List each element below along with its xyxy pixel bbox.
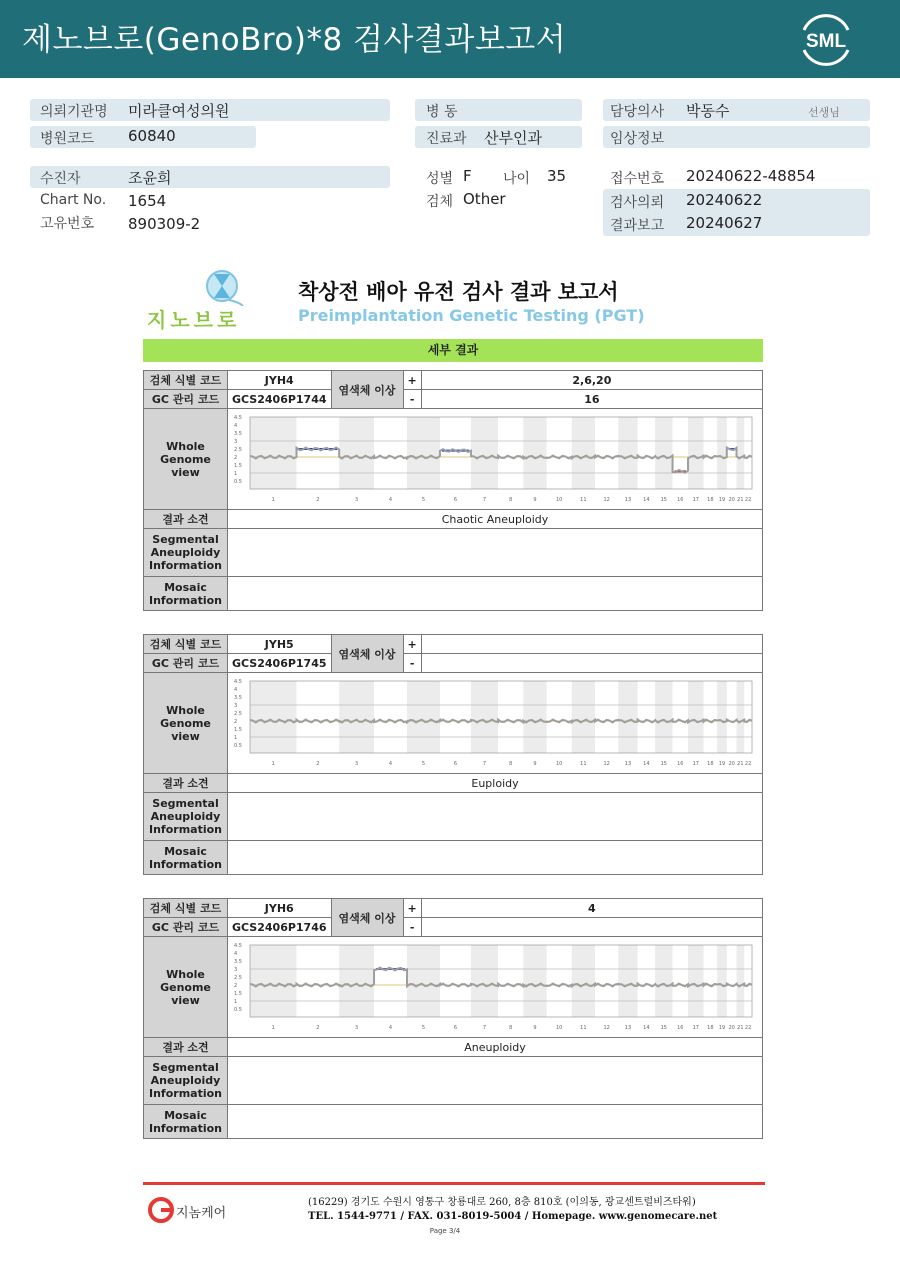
x-tick-label: 9 (533, 1024, 537, 1031)
x-tick-label: 15 (660, 496, 667, 503)
chromosome-band (717, 945, 727, 1017)
chromosome-band (250, 945, 297, 1017)
gc-code-value: GCS2406P1744 (228, 390, 332, 409)
y-tick-label: 3 (234, 438, 238, 445)
gc-code-value: GCS2406P1746 (228, 918, 332, 937)
sample-id-value: JYH5 (228, 635, 332, 654)
y-tick-label: 2 (234, 454, 238, 461)
chromosome-band (407, 681, 440, 753)
chromosome-band (572, 681, 595, 753)
copy-number-trace (250, 967, 752, 986)
x-tick-label: 4 (388, 760, 393, 767)
chromosome-band (339, 945, 374, 1017)
mosaic-value (228, 1105, 763, 1139)
x-tick-label: 12 (603, 1024, 610, 1031)
sample-id-label: 검체 식별 코드 (144, 635, 228, 654)
sample-id-value: JYH6 (228, 899, 332, 918)
department-label: 진료과 (426, 131, 467, 147)
y-tick-label: 4 (234, 422, 238, 429)
y-tick-label: 4 (234, 686, 238, 693)
gain-sign: + (403, 899, 421, 918)
genome-chart-cell (228, 409, 763, 510)
chromosome-band (523, 681, 546, 753)
report-date-value: 20240627 (686, 214, 763, 232)
x-tick-label: 16 (677, 1024, 684, 1031)
y-tick-label: 2.5 (234, 974, 242, 981)
chromosome-band (523, 945, 546, 1017)
y-tick-label: 3 (234, 702, 238, 709)
x-tick-label: 13 (624, 496, 632, 503)
x-tick-label: 9 (533, 496, 537, 503)
report-title-en: Preimplantation Genetic Testing (PGT) (298, 306, 645, 325)
y-tick-label: 1.5 (234, 990, 242, 997)
x-tick-label: 1 (271, 760, 275, 767)
report-title-ko: 착상전 배아 유전 검사 결과 보고서 (298, 280, 619, 304)
segmental-label: Segmental Aneuploidy Information (144, 529, 228, 577)
chromosome-band (407, 945, 440, 1017)
sml-logo-text: SML (805, 31, 847, 52)
y-tick-label: 1.5 (234, 726, 242, 733)
chromosome-band (407, 417, 440, 489)
genome-chart-cell (228, 937, 763, 1038)
y-tick-label: 1 (234, 734, 238, 741)
id-value: 890309-2 (128, 215, 201, 233)
x-tick-label: 3 (355, 496, 359, 503)
y-tick-label: 3 (234, 966, 238, 973)
x-tick-label: 7 (482, 760, 487, 767)
id-label: 고유번호 (40, 216, 95, 232)
gc-code-label: GC 관리 코드 (144, 390, 228, 409)
chromosome-band (572, 417, 595, 489)
y-tick-label: 1.5 (234, 462, 242, 469)
x-tick-label: 21 (737, 1024, 744, 1031)
report-heading (143, 266, 763, 332)
x-tick-label: 17 (692, 1024, 699, 1031)
x-tick-label: 16 (677, 760, 684, 767)
y-tick-label: 1 (234, 470, 238, 477)
chromosome-band (250, 681, 297, 753)
x-tick-label: 12 (603, 496, 610, 503)
sample-table (143, 634, 763, 875)
specimen-label: 검체 (426, 194, 454, 210)
chromosome-band (688, 417, 704, 489)
x-tick-label: 11 (580, 496, 587, 503)
institution-value: 미라클여성의원 (128, 102, 230, 120)
x-tick-label: 20 (728, 760, 735, 767)
genome-view-label: Whole Genome view (144, 673, 228, 774)
segmental-label: Segmental Aneuploidy Information (144, 793, 228, 841)
chromosome-band (736, 681, 744, 753)
x-tick-label: 8 (509, 496, 513, 503)
x-tick-label: 19 (718, 496, 726, 503)
chromosome-band (471, 681, 498, 753)
segmental-value (228, 529, 763, 577)
hospital-code-value: 60840 (128, 127, 176, 145)
ward-label: 병 동 (426, 104, 458, 120)
abnormality-label: 염색체 이상 (331, 371, 403, 409)
x-tick-label: 13 (624, 1024, 632, 1031)
footer-contact: TEL. 1544-9771 / FAX. 031-8019-5004 / Homepage. www.genomecare.net (308, 1211, 718, 1222)
y-tick-label: 0.5 (234, 742, 242, 749)
page-title: 제노브로(GenoBro)*8 검사결과보고서 (22, 22, 567, 58)
loss-value (421, 918, 762, 937)
brand-logo-text: 지노브로 (147, 308, 241, 332)
abnormality-label: 염색체 이상 (331, 635, 403, 673)
x-tick-label: 5 (421, 1024, 426, 1031)
loss-sign: - (403, 654, 421, 673)
clinical-label: 임상정보 (610, 131, 665, 147)
x-tick-label: 20 (728, 1024, 735, 1031)
chromosome-band (736, 945, 744, 1017)
x-tick-label: 7 (482, 1024, 487, 1031)
gain-sign: + (403, 635, 421, 654)
x-tick-label: 2 (316, 760, 320, 767)
chromosome-band (523, 417, 546, 489)
chromosome-band (618, 945, 637, 1017)
result-value: Chaotic Aneuploidy (228, 510, 763, 529)
copy-number-trace (250, 719, 752, 722)
sample-table (143, 370, 763, 611)
x-tick-label: 6 (453, 1024, 458, 1031)
x-tick-label: 18 (707, 496, 714, 503)
chart-frame (250, 417, 752, 489)
chromosome-band (471, 945, 498, 1017)
x-tick-label: 14 (643, 760, 650, 767)
chart-value: 1654 (128, 192, 167, 210)
x-tick-label: 7 (482, 496, 487, 503)
sample-id-label: 검체 식별 코드 (144, 371, 228, 390)
footer-divider (143, 1182, 765, 1185)
chromosome-band (655, 681, 672, 753)
x-tick-label: 1 (271, 1024, 275, 1031)
y-tick-label: 4 (234, 950, 238, 957)
mosaic-label: Mosaic Information (144, 841, 228, 875)
y-tick-label: 3.5 (234, 694, 242, 701)
footer-address: (16229) 경기도 수원시 영통구 창룡대로 260, 8층 810호 (이의동, 광교센트럴비즈타워) (308, 1197, 696, 1208)
result-label: 결과 소견 (144, 1038, 228, 1057)
result-label: 결과 소견 (144, 774, 228, 793)
sml-logo (796, 12, 856, 66)
gc-code-value: GCS2406P1745 (228, 654, 332, 673)
x-tick-label: 9 (533, 760, 537, 767)
gain-value (421, 635, 762, 654)
x-tick-label: 14 (643, 496, 650, 503)
x-tick-label: 10 (555, 1024, 563, 1031)
mosaic-value (228, 577, 763, 611)
x-tick-label: 4 (388, 496, 393, 503)
genome-chart (232, 675, 758, 769)
gc-code-label: GC 관리 코드 (144, 918, 228, 937)
genome-chart (232, 411, 758, 505)
x-tick-label: 19 (718, 760, 726, 767)
chromosome-band (618, 681, 637, 753)
x-tick-label: 2 (316, 1024, 320, 1031)
chromosome-band (339, 681, 374, 753)
result-label: 결과 소견 (144, 510, 228, 529)
x-tick-label: 17 (692, 496, 699, 503)
report-header (0, 0, 900, 78)
sex-label: 성별 (426, 171, 454, 187)
hospital-code-label: 병원코드 (40, 131, 95, 147)
loss-value: 16 (421, 390, 762, 409)
gain-value: 2,6,20 (421, 371, 762, 390)
specimen-value: Other (463, 190, 506, 208)
x-tick-label: 15 (660, 1024, 667, 1031)
chromosome-band (655, 417, 672, 489)
x-tick-label: 6 (453, 760, 458, 767)
dna-hourglass-icon (199, 266, 245, 306)
y-tick-label: 3.5 (234, 430, 242, 437)
mosaic-value (228, 841, 763, 875)
receipt-label: 접수번호 (610, 171, 665, 187)
institution-label: 의뢰기관명 (40, 104, 108, 120)
doctor-label: 담당의사 (610, 104, 665, 120)
x-tick-label: 19 (718, 1024, 726, 1031)
gain-value: 4 (421, 899, 762, 918)
x-tick-label: 18 (707, 760, 714, 767)
y-tick-label: 2.5 (234, 446, 242, 453)
chromosome-band (618, 417, 637, 489)
doctor-value: 박동수 (686, 102, 730, 120)
x-tick-label: 18 (707, 1024, 714, 1031)
mosaic-label: Mosaic Information (144, 1105, 228, 1139)
sample-id-value: JYH4 (228, 371, 332, 390)
x-tick-label: 1 (271, 496, 275, 503)
x-tick-label: 10 (555, 760, 563, 767)
y-tick-label: 2 (234, 718, 238, 725)
x-tick-label: 8 (509, 760, 513, 767)
department-value: 산부인과 (484, 129, 542, 147)
sample-id-label: 검체 식별 코드 (144, 899, 228, 918)
x-tick-label: 5 (421, 496, 426, 503)
y-tick-label: 0.5 (234, 478, 242, 485)
x-tick-label: 4 (388, 1024, 393, 1031)
y-tick-label: 1 (234, 998, 238, 1005)
recipient-value: 조윤희 (128, 169, 172, 187)
x-tick-label: 10 (555, 496, 563, 503)
sample-table (143, 898, 763, 1139)
segmental-value (228, 793, 763, 841)
mosaic-label: Mosaic Information (144, 577, 228, 611)
footer-company: 지놈케어 (176, 1206, 227, 1221)
x-tick-label: 17 (692, 760, 699, 767)
chromosome-band (736, 417, 744, 489)
request-value: 20240622 (686, 191, 763, 209)
loss-sign: - (403, 390, 421, 409)
chart-frame (250, 945, 752, 1017)
abnormality-label: 염색체 이상 (331, 899, 403, 937)
age-label: 나이 (503, 171, 531, 187)
x-tick-label: 3 (355, 760, 359, 767)
segmental-label: Segmental Aneuploidy Information (144, 1057, 228, 1105)
chromosome-band (688, 681, 704, 753)
report-date-label: 결과보고 (610, 218, 665, 234)
x-tick-label: 12 (603, 760, 610, 767)
sex-value: F (463, 167, 472, 185)
genome-chart (232, 939, 758, 1033)
x-tick-label: 13 (624, 760, 632, 767)
chromosome-band (339, 417, 374, 489)
recipient-label: 수진자 (40, 171, 81, 187)
x-tick-label: 11 (580, 760, 587, 767)
y-tick-label: 0.5 (234, 1006, 242, 1013)
x-tick-label: 8 (509, 1024, 513, 1031)
x-tick-label: 14 (643, 1024, 650, 1031)
x-tick-label: 2 (316, 496, 320, 503)
chromosome-band (717, 417, 727, 489)
x-tick-label: 22 (744, 760, 752, 767)
x-tick-label: 21 (737, 496, 744, 503)
y-tick-label: 4.5 (234, 942, 242, 949)
receipt-value: 20240622-48854 (686, 167, 816, 185)
y-tick-label: 3.5 (234, 958, 242, 965)
genome-view-label: Whole Genome view (144, 409, 228, 510)
x-tick-label: 21 (737, 760, 744, 767)
chromosome-band (471, 417, 498, 489)
chart-frame (250, 681, 752, 753)
gc-code-label: GC 관리 코드 (144, 654, 228, 673)
x-tick-label: 15 (660, 760, 667, 767)
loss-value (421, 654, 762, 673)
chromosome-band (572, 945, 595, 1017)
loss-sign: - (403, 918, 421, 937)
chart-label: Chart No. (40, 192, 107, 208)
chromosome-band (688, 945, 704, 1017)
chromosome-band (717, 681, 727, 753)
x-tick-label: 16 (677, 496, 684, 503)
page-number: Page 3/4 (429, 1227, 461, 1235)
result-value: Aneuploidy (228, 1038, 763, 1057)
x-tick-label: 22 (744, 1024, 752, 1031)
request-label: 검사의뢰 (610, 195, 665, 211)
doctor-suffix: 선생님 (808, 106, 840, 119)
x-tick-label: 11 (580, 1024, 587, 1031)
y-tick-label: 4.5 (234, 414, 242, 421)
y-tick-label: 4.5 (234, 678, 242, 685)
x-tick-label: 5 (421, 760, 426, 767)
y-tick-label: 2 (234, 982, 238, 989)
footer-address-block (308, 1196, 717, 1224)
segmental-value (228, 1057, 763, 1105)
chromosome-band (250, 417, 297, 489)
genome-view-label: Whole Genome view (144, 937, 228, 1038)
copy-number-trace (250, 447, 752, 472)
x-tick-label: 3 (355, 1024, 359, 1031)
x-tick-label: 20 (728, 496, 735, 503)
x-tick-label: 22 (744, 496, 752, 503)
chromosome-band (655, 945, 672, 1017)
genome-chart-cell (228, 673, 763, 774)
gain-sign: + (403, 371, 421, 390)
result-value: Euploidy (228, 774, 763, 793)
y-tick-label: 2.5 (234, 710, 242, 717)
section-title: 세부 결과 (143, 339, 763, 362)
x-tick-label: 6 (453, 496, 458, 503)
age-value: 35 (547, 167, 567, 185)
